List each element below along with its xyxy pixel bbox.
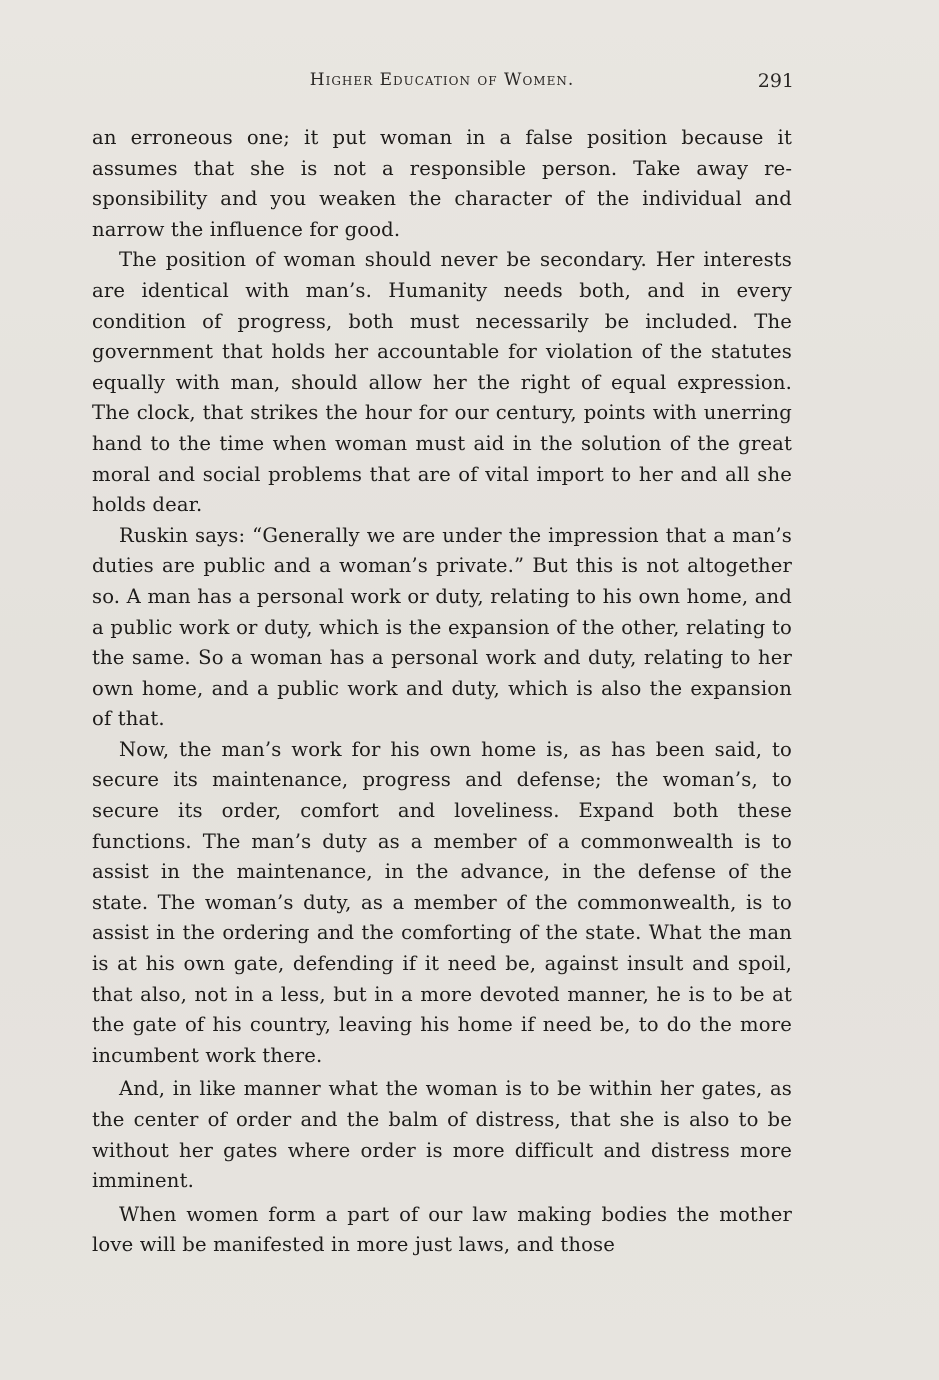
paragraph: Now, the man’s work for his own home is, as has been said, to secure its maintenance, progress and defense; the woman’s, to secure its order, comfort and loveliness. Expand both these functions. The man’s duty as a member of a commonwealth is to assist in the maintenance, in the advance, in the defense of the state. The woman’s duty, as a member of the commonwealth, is to assist in the ordering and the comforting of the state. What the man is at his own gate, defending if it need be, against insult and spoil, that also, not in a less, but in a more devoted manner, he is to be at the gate of his country, leaving his home if need be, to do the more incumbent work there.	[92, 737, 792, 1067]
paragraph: The position of woman should never be secondary. Her interests are identical with man’s. Humanity needs both, and in every condition of progress, both must necessarily be included. The government that holds her accountable for violation of the statutes equally with man, should allow her the right of equal expression. The clock, that strikes the hour for our century, points with unerring hand to the time when woman must aid in the solution of the great moral and social problems that are of vital import to her and all she holds dear.	[92, 248, 792, 517]
paragraph: When women form a part of our law making bodies the mother love will be manifested in more just laws, and those	[92, 1202, 792, 1257]
page-header	[92, 70, 792, 100]
paragraph: an erroneous one; it put woman in a false position because it assumes that she is not a responsible person. Take away responsibility and you weaken the character of the individual and narrow the influence for good.	[92, 126, 792, 241]
running-head: Higher Education of Women.	[309, 70, 575, 90]
paragraph: And, in like manner what the woman is to be within her gates, as the center of order and the balm of distress, that she is also to be without her gates where order is more difficult and distress more imminent.	[92, 1077, 792, 1193]
paragraph: Ruskin says: “Generally we are under the impression that a man’s duties are public and a woman’s private.” But this is not altogether so. A man has a personal work or duty, relating to his own home, and a public work or duty, which is the expansion of the other, relating to the same. So a woman has a personal work and duty, relating to her own home, and a public work and duty, which is also the expansion of that.	[92, 523, 792, 731]
page-number: 291	[757, 70, 794, 92]
body-text	[92, 123, 792, 1261]
